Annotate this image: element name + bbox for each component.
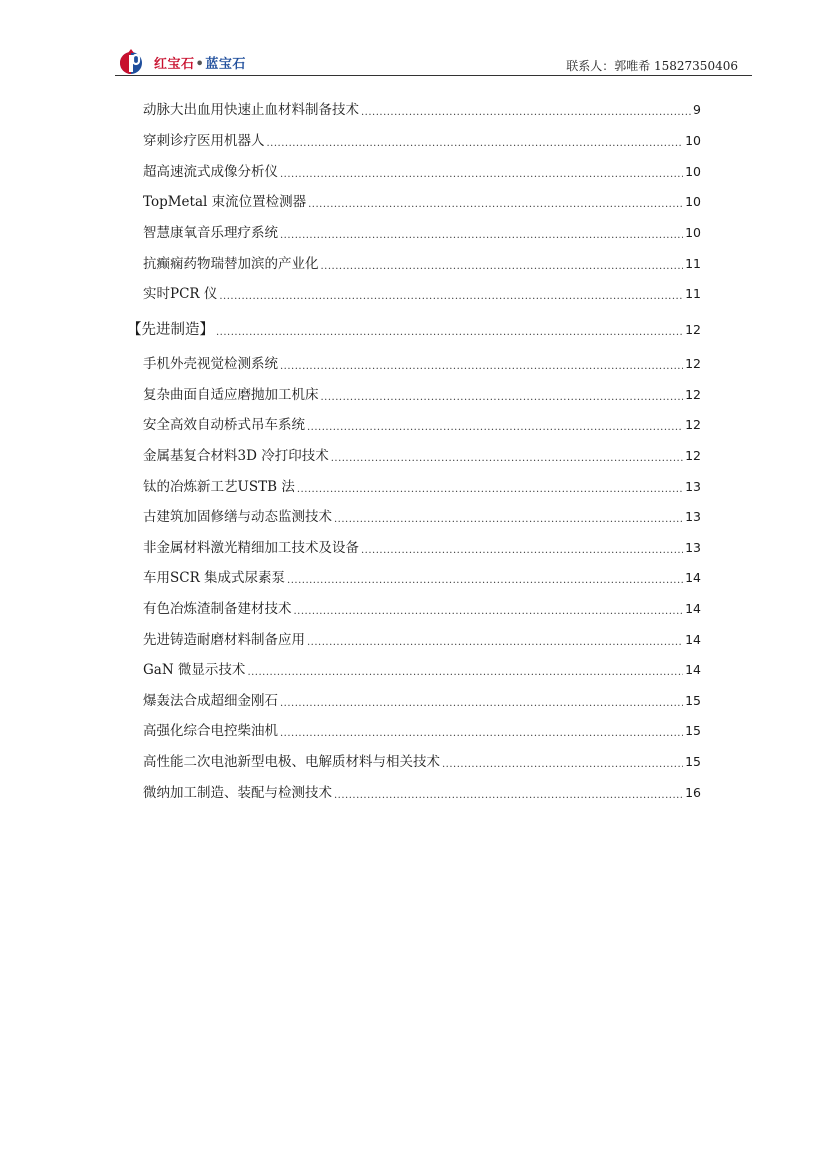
toc-entry[interactable]: [143, 629, 701, 651]
toc-entry-title: TopMetal 束流位置检测器: [143, 194, 307, 210]
toc-entry-page: 13: [685, 509, 701, 524]
toc-entry-title: GaN 微显示技术: [143, 662, 246, 678]
toc-entry[interactable]: [143, 445, 701, 467]
toc-entry-title: 金属基复合材料3D 冷打印技术: [143, 448, 329, 464]
toc-leader-dots: [280, 161, 683, 183]
toc-entry-page: 10: [685, 133, 701, 148]
toc-entry-page: 10: [685, 225, 701, 240]
toc-leader-dots: [294, 598, 684, 620]
toc-entry[interactable]: [143, 690, 701, 712]
toc-entry-page: 14: [685, 632, 701, 647]
toc-entry-page: 14: [685, 601, 701, 616]
toc-leader-dots: [287, 567, 683, 589]
toc-leader-dots: [307, 414, 683, 436]
toc-entry[interactable]: [143, 506, 701, 528]
toc-entry-title: 高强化综合电控柴油机: [143, 723, 278, 739]
toc-leader-dots: [331, 445, 683, 467]
gem-logo-icon: [118, 49, 150, 75]
toc-leader-dots: [280, 222, 683, 244]
toc-leader-dots: [280, 353, 683, 375]
toc-leader-dots: [321, 253, 684, 275]
toc-entry[interactable]: [143, 567, 701, 589]
toc-leader-dots: [297, 476, 683, 498]
toc-entry[interactable]: [143, 353, 701, 375]
toc-leader-dots: [361, 537, 683, 559]
toc-entry-title: 动脉大出血用快速止血材料制备技术: [143, 102, 359, 118]
logo-text-ruby: 红宝石: [154, 56, 195, 72]
toc-entry-title: 穿刺诊疗医用机器人: [143, 133, 265, 149]
toc-leader-dots: [308, 191, 683, 213]
toc-entry-title: 钛的冶炼新工艺USTB 法: [143, 479, 295, 495]
toc-leader-dots: [216, 319, 683, 341]
toc-entry-title: 爆轰法合成超细金刚石: [143, 693, 278, 709]
toc-entry-page: 12: [685, 356, 701, 371]
company-logo: [118, 47, 246, 77]
toc-entry-title: 高性能二次电池新型电极、电解质材料与相关技术: [143, 754, 440, 770]
toc-entry-page: 14: [685, 662, 701, 677]
logo-wordmark: [154, 53, 246, 72]
toc-entry-page: 16: [685, 785, 701, 800]
toc-entry-page: 14: [685, 570, 701, 585]
toc-entry-title: 非金属材料激光精细加工技术及设备: [143, 540, 359, 556]
toc-entry-title: 有色冶炼渣制备建材技术: [143, 601, 292, 617]
toc-entry-title: 智慧康氧音乐理疗系统: [143, 225, 278, 241]
toc-entry-title: 超高速流式成像分析仪: [143, 164, 278, 180]
toc-leader-dots: [334, 506, 683, 528]
toc-entry-page: 12: [685, 322, 701, 337]
toc-entry-title: 微纳加工制造、装配与检测技术: [143, 785, 332, 801]
logo-text-sapphire: 蓝宝石: [205, 56, 246, 72]
toc-entry-page: 12: [685, 387, 701, 402]
toc-entry[interactable]: [143, 99, 701, 121]
toc-entry[interactable]: [143, 751, 701, 773]
contact-info: 联系人：郭唯希 15827350406: [566, 59, 738, 73]
toc-entry-page: 10: [685, 194, 701, 209]
toc-entry-title: 手机外壳视觉检测系统: [143, 356, 278, 372]
toc-leader-dots: [280, 720, 683, 742]
toc-entry[interactable]: [143, 191, 701, 213]
toc-entry[interactable]: [143, 283, 701, 305]
toc-entry[interactable]: [143, 720, 701, 742]
toc-leader-dots: [307, 629, 683, 651]
toc-entry[interactable]: [143, 598, 701, 620]
toc-entry[interactable]: [143, 782, 701, 804]
header-divider: [115, 75, 752, 76]
toc-entry[interactable]: [143, 222, 701, 244]
toc-entry-page: 15: [685, 754, 701, 769]
toc-leader-dots: [219, 283, 683, 305]
toc-leader-dots: [280, 690, 683, 712]
toc-entry[interactable]: [143, 414, 701, 436]
toc-leader-dots: [334, 782, 683, 804]
toc-entry-page: 9: [693, 102, 701, 117]
toc-entry-title: 安全高效自动桥式吊车系统: [143, 417, 305, 433]
toc-entry[interactable]: [143, 130, 701, 152]
toc-entry[interactable]: [143, 253, 701, 275]
toc-entry-title: 抗癫痫药物瑞替加滨的产业化: [143, 256, 319, 272]
toc-entry-title: 复杂曲面自适应磨抛加工机床: [143, 387, 319, 403]
toc-entry-page: 13: [685, 479, 701, 494]
toc-leader-dots: [321, 384, 684, 406]
toc-entry-page: 11: [685, 286, 701, 301]
toc-leader-dots: [267, 130, 684, 152]
toc-entry[interactable]: [143, 384, 701, 406]
toc-entry-page: 15: [685, 723, 701, 738]
toc-entry-page: 13: [685, 540, 701, 555]
toc-section-title: 【先进制造】: [127, 322, 214, 338]
toc-entry-page: 10: [685, 164, 701, 179]
toc-entry[interactable]: [143, 537, 701, 559]
toc-entry-title: 先进铸造耐磨材料制备应用: [143, 632, 305, 648]
logo-text-dot: •: [195, 56, 205, 72]
toc-entry-page: 15: [685, 693, 701, 708]
toc-leader-dots: [247, 659, 683, 681]
toc-entry-title: 实时PCR 仪: [143, 286, 218, 302]
toc-entry[interactable]: [143, 476, 701, 498]
toc-entry-page: 12: [685, 448, 701, 463]
page-header: [115, 47, 752, 77]
toc-entry-title: 古建筑加固修缮与动态监测技术: [143, 509, 332, 525]
toc-entry-page: 11: [685, 256, 701, 271]
toc-entry[interactable]: [143, 659, 701, 681]
toc-leader-dots: [442, 751, 683, 773]
toc-entry[interactable]: [143, 161, 701, 183]
toc-section-heading[interactable]: [127, 319, 701, 341]
toc-entry-title: 车用SCR 集成式尿素泵: [143, 570, 286, 586]
toc-leader-dots: [361, 99, 691, 121]
toc-entry-page: 12: [685, 417, 701, 432]
